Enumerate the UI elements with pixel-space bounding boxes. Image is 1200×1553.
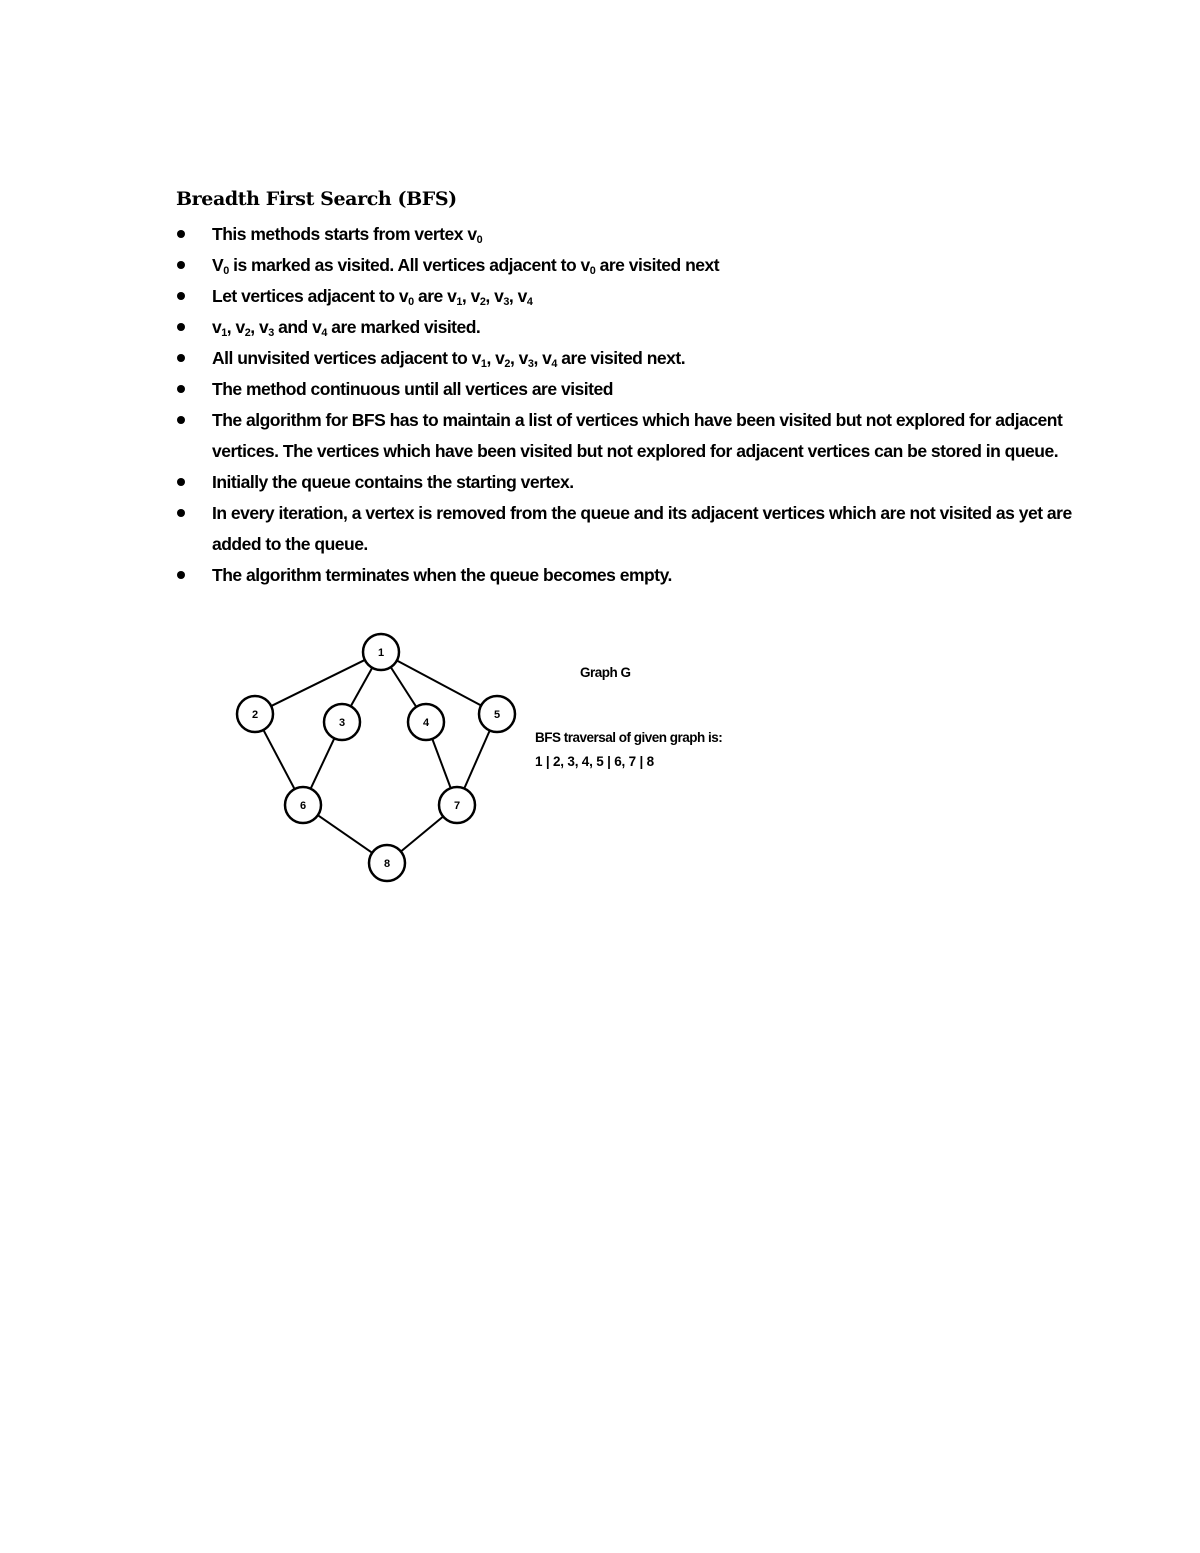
subscript: 4 xyxy=(321,327,327,339)
bullet-item xyxy=(176,281,1106,312)
edge-4-7 xyxy=(432,739,450,788)
edge-3-6 xyxy=(311,738,335,788)
bullet-dot-icon xyxy=(177,292,185,300)
vertex-5 xyxy=(479,696,515,732)
bullet-item xyxy=(176,374,1106,405)
edge-1-2 xyxy=(271,660,365,706)
bullet-text: and v xyxy=(273,317,322,337)
subscript: 0 xyxy=(476,234,483,246)
subscript: 0 xyxy=(408,296,414,308)
bullet-item xyxy=(176,498,1106,560)
edge-6-8 xyxy=(318,815,372,853)
bullet-text: Let vertices adjacent to v xyxy=(212,286,409,306)
bullet-dot-icon xyxy=(177,323,185,331)
edge-1-5 xyxy=(397,660,481,705)
bullet-text: are visited next. xyxy=(556,348,686,368)
vertex-label: 6 xyxy=(299,800,307,812)
bullet-text: , v xyxy=(461,286,480,306)
subscript: 4 xyxy=(551,358,557,370)
bullet-item xyxy=(176,312,1106,343)
bullet-text: The algorithm for BFS has to maintain a list of vertices which have been visited but not explored for adjacent vertices. The vertices which have been visited but not explored for adjacent vertices can be stored in queue. xyxy=(212,410,1063,461)
subscript: 2 xyxy=(244,327,251,339)
subscript: 1 xyxy=(480,358,487,370)
bullet-text: are v xyxy=(413,286,457,306)
vertex-2 xyxy=(237,696,273,732)
bullet-text: The algorithm terminates when the queue becomes empty. xyxy=(212,565,672,585)
bullet-dot-icon xyxy=(177,478,185,486)
edge-7-8 xyxy=(401,816,443,851)
graph-diagram xyxy=(225,628,525,888)
subscript: 0 xyxy=(589,265,596,277)
vertex-6 xyxy=(285,787,321,823)
bullet-text: Initially the queue contains the starting vertex. xyxy=(212,472,574,492)
edge-5-7 xyxy=(464,730,490,788)
bullet-text: , v xyxy=(486,348,505,368)
vertex-label: 8 xyxy=(383,858,391,870)
subscript: 2 xyxy=(479,296,486,308)
bullet-dot-icon xyxy=(177,509,185,517)
bullet-text: v xyxy=(212,317,222,337)
edge-2-6 xyxy=(263,730,294,789)
graph-caption: Graph G xyxy=(580,665,631,680)
bullet-item xyxy=(176,250,1106,281)
vertex-label: 7 xyxy=(453,800,461,812)
bfs-traversal-order: 1 | 2, 3, 4, 5 | 6, 7 | 8 xyxy=(535,754,654,769)
bullet-item xyxy=(176,219,1106,250)
bullet-item xyxy=(176,405,1106,467)
subscript: 3 xyxy=(268,327,274,339)
edge-1-3 xyxy=(351,668,372,707)
bullet-dot-icon xyxy=(177,261,185,269)
bullet-dot-icon xyxy=(177,230,185,238)
bullet-text: , v xyxy=(485,286,504,306)
bullet-text: , v xyxy=(226,317,245,337)
bullet-text: In every iteration, a vertex is removed from the queue and its adjacent vertices which are not visited as yet are added to the queue. xyxy=(212,503,1072,554)
bullet-text: are visited next xyxy=(595,255,720,275)
subscript: 3 xyxy=(503,296,509,308)
bullet-text: are marked visited. xyxy=(326,317,481,337)
bullet-text: All unvisited vertices adjacent to v xyxy=(212,348,481,368)
vertex-label: 5 xyxy=(493,709,501,721)
bullet-dot-icon xyxy=(177,571,185,579)
bullet-text: , v xyxy=(250,317,269,337)
vertex-3 xyxy=(324,704,360,740)
vertex-7 xyxy=(439,787,475,823)
document-title: Breadth First Search (BFS) xyxy=(176,188,457,210)
subscript: 0 xyxy=(223,265,229,277)
bullet-text: , v xyxy=(533,348,552,368)
bullet-text: , v xyxy=(509,348,528,368)
vertex-8 xyxy=(369,845,405,881)
subscript: 1 xyxy=(221,327,227,339)
bullet-text: The method continuous until all vertices are visited xyxy=(212,379,613,399)
bullet-text: is marked as visited. All vertices adjacent to v xyxy=(228,255,590,275)
edge-1-4 xyxy=(391,667,417,707)
bullet-item xyxy=(176,343,1106,374)
vertex-label: 3 xyxy=(338,717,346,729)
bfs-traversal-label: BFS traversal of given graph is: xyxy=(535,730,723,745)
bullet-item xyxy=(176,560,1106,591)
bullet-item xyxy=(176,467,1106,498)
vertex-label: 2 xyxy=(251,709,259,721)
vertex-1 xyxy=(363,634,399,670)
subscript: 3 xyxy=(527,358,534,370)
vertex-label: 4 xyxy=(422,717,430,729)
bullet-text: , v xyxy=(508,286,527,306)
subscript: 1 xyxy=(456,296,462,308)
bullet-text: This methods starts from vertex v xyxy=(212,224,477,244)
bullet-dot-icon xyxy=(177,416,185,424)
bullet-dot-icon xyxy=(177,354,185,362)
bullet-text: V xyxy=(212,255,224,275)
bullet-dot-icon xyxy=(177,385,185,393)
vertex-label: 1 xyxy=(377,647,385,659)
subscript: 2 xyxy=(504,358,510,370)
vertex-4 xyxy=(408,704,444,740)
bullet-list xyxy=(176,219,1106,591)
subscript: 4 xyxy=(526,296,533,308)
